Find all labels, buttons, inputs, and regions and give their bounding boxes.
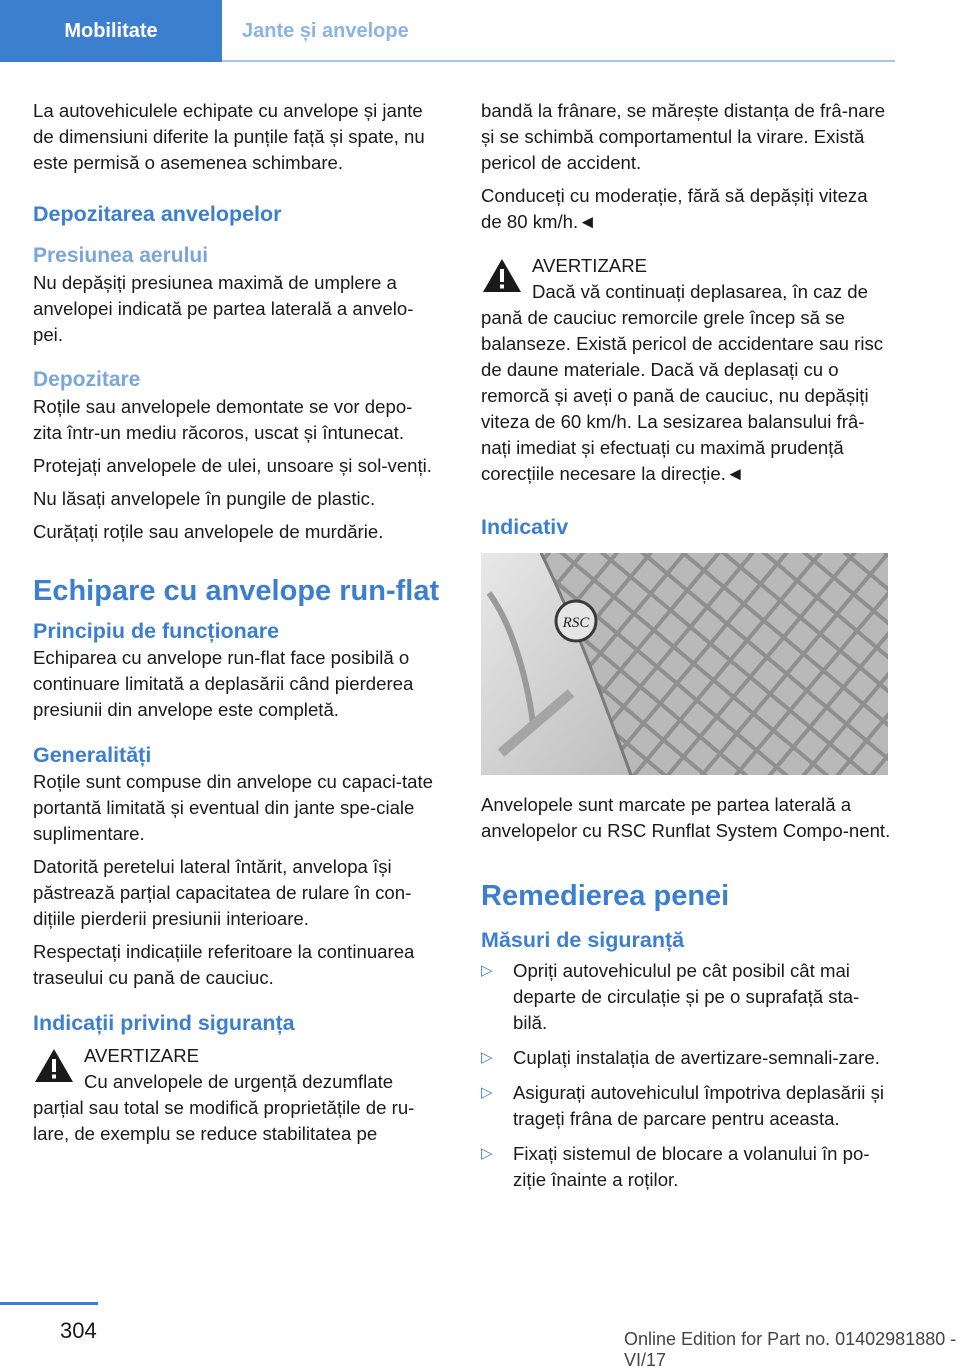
- warning-body: pană de cauciuc remorcile grele încep să se balanseze. Există pericol de accidentare sau risc de daune materiale. Dacă vă deplasați cu o remorcă și aveți o pană de cauciuc, nu depășiți viteza de 60 km/h. La sesizarea balansului frâ-nați imediat și efectuați cu maximă prudență corecțiile necesare la direcție.◄: [481, 307, 884, 484]
- right-column: [481, 98, 891, 1202]
- drive-moderately-paragraph: Conduceți cu moderație, fără să depășiți viteza de 80 km/h.◄: [481, 185, 868, 232]
- list-item: [481, 958, 891, 1036]
- bullet-triangle-icon: ▷: [481, 1145, 493, 1162]
- warning-label: AVERTIZARE: [532, 255, 648, 276]
- bullet-triangle-icon: ▷: [481, 962, 493, 979]
- pressure-heading: Presiunea aerului: [33, 244, 209, 267]
- depozitare-paragraph-1: Roțile sau anvelopele demontate se vor depo-zita într-un mediu răcoros, uscat și întunecat.: [33, 396, 413, 443]
- page-header: [0, 0, 895, 62]
- warning-body: parțial sau total se modifică proprietățile de ru-lare, de exemplu se reduce stabilitatea pe: [33, 1097, 415, 1144]
- section-tab-mobilitate: Mobilitate: [0, 0, 222, 62]
- warning-label: AVERTIZARE: [84, 1045, 200, 1066]
- warning-first-line: Cu anvelopele de urgență dezumflate: [84, 1071, 394, 1092]
- depozitare-paragraph-2: Protejați anvelopele de ulei, unsoare și sol-venți.: [33, 455, 432, 476]
- warning-block-2: [481, 253, 891, 487]
- general-heading: Generalități: [33, 743, 152, 767]
- bullet-triangle-icon: ▷: [481, 1084, 493, 1101]
- list-item-text: Fixați sistemul de blocare a volanului în po-ziție înainte a roților.: [513, 1143, 870, 1190]
- repair-heading: Remedierea penei: [481, 880, 730, 912]
- safety-heading: Indicații privind siguranța: [33, 1011, 295, 1035]
- principle-heading: Principiu de funcționare: [33, 619, 280, 643]
- depozitare-paragraph-4: Curățați roțile sau anvelopele de murdărie.: [33, 521, 384, 542]
- list-item-text: Opriți autovehiculul pe cât posibil cât mai departe de circulație și pe o suprafață sta-bilă.: [513, 960, 860, 1033]
- rsc-tire-image: [481, 553, 888, 775]
- indicator-heading: Indicativ: [481, 515, 569, 539]
- pressure-paragraph: Nu depășiți presiunea maximă de umplere a anvelopei indicată pe partea laterală a anvelo-pei.: [33, 272, 414, 345]
- depozitare-paragraph-3: Nu lăsați anvelopele în pungile de plastic.: [33, 488, 376, 509]
- list-item: [481, 1141, 891, 1193]
- list-item: [481, 1080, 891, 1132]
- intro-paragraph: La autovehiculele echipate cu anvelope și jante de dimensiuni diferite la punțile față și spate, nu este permisă o asemenea schimbare.: [33, 100, 425, 173]
- runflat-heading: Echipare cu anvelope run-flat: [33, 575, 440, 607]
- general-paragraph-2: Datorită peretelui lateral întărit, anvelopa își păstrează parțial capacitatea de rulare în con-dițiile pierderii presiunii interioare.: [33, 856, 412, 929]
- list-item-text: Cuplați instalația de avertizare-semnali-zare.: [513, 1047, 880, 1068]
- principle-paragraph: Echiparea cu anvelope run-flat face posibilă o continuare limitată a deplasării când pierderea presiunii din anvelope este completă.: [33, 647, 414, 720]
- warning-icon: [33, 1047, 75, 1084]
- edition-note: Online Edition for Part no. 01402981880 - VI/17: [624, 1329, 957, 1370]
- warning-icon: [481, 257, 523, 294]
- storage-heading: Depozitarea anvelopelor: [33, 202, 282, 226]
- bullet-triangle-icon: ▷: [481, 1049, 493, 1066]
- safety-measures-heading: Măsuri de siguranță: [481, 928, 685, 952]
- warning-first-line: Dacă vă continuați deplasarea, în caz de: [532, 281, 868, 302]
- depozitare-heading: Depozitare: [33, 368, 141, 391]
- footer-divider: [0, 1302, 98, 1305]
- list-item-text: Asigurați autovehiculul împotriva deplasării și trageți frâna de parcare pentru aceasta.: [513, 1082, 885, 1129]
- page-number: 304: [60, 1318, 97, 1343]
- left-column: [33, 98, 441, 1147]
- figure-caption: Anvelopele sunt marcate pe partea laterală a anvelopelor cu RSC Runflat System Compo-nent.: [481, 794, 891, 841]
- general-paragraph-1: Roțile sunt compuse din anvelope cu capaci-tate portantă limitată și eventual din jante spe-ciale suplimentare.: [33, 771, 434, 844]
- warning-block-1: [33, 1043, 441, 1147]
- rsc-logo-text: RSC: [562, 615, 590, 631]
- general-paragraph-3: Respectați indicațiile referitoare la continuarea traseului cu pană de cauciuc.: [33, 941, 415, 988]
- header-divider: [222, 60, 895, 62]
- chapter-tab-jante: Jante și anvelope: [242, 20, 409, 42]
- warning-continuation: bandă la frânare, se mărește distanța de frâ-nare și se schimbă comportamentul la virare. Există pericol de accident.: [481, 100, 886, 173]
- list-item: [481, 1045, 891, 1071]
